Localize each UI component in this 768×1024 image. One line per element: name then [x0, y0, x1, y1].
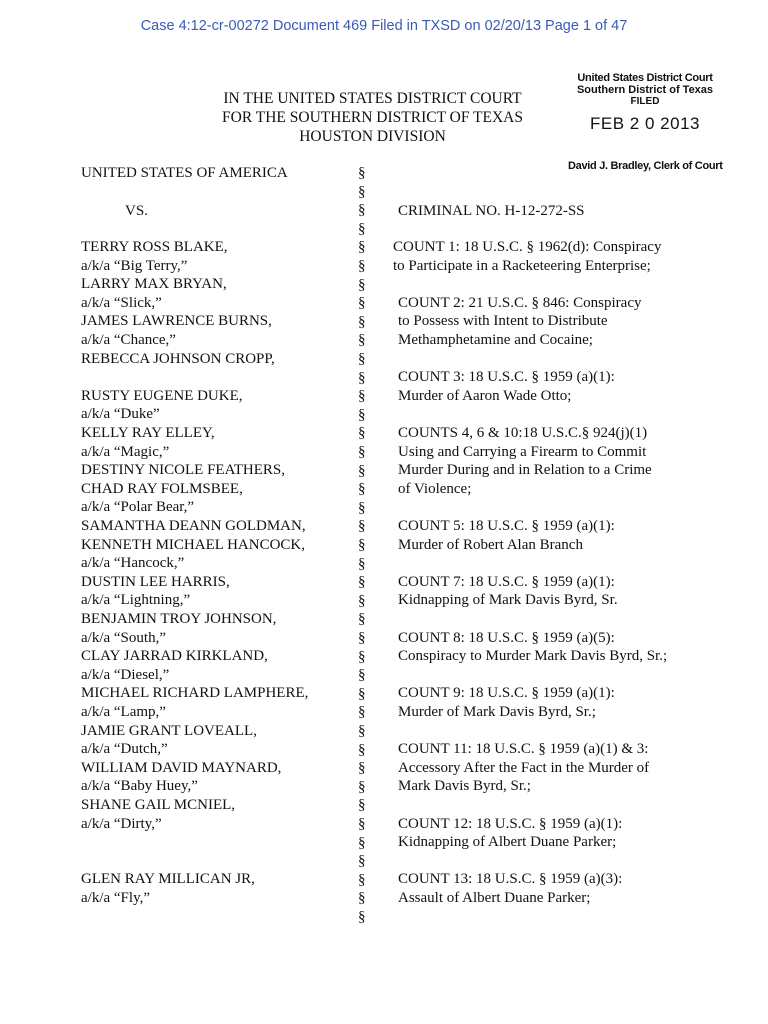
count-line: COUNT 12: 18 U.S.C. § 1959 (a)(1): — [398, 815, 623, 832]
count-line: Assault of Albert Duane Parker; — [398, 890, 591, 906]
filed-stamp — [575, 72, 715, 134]
defendant-line: CLAY JARRAD KIRKLAND, — [81, 648, 268, 665]
section-symbol: § — [358, 611, 366, 628]
stamp-district-line: Southern District of Texas — [576, 84, 714, 96]
defendant-line: WILLIAM DAVID MAYNARD, — [81, 759, 282, 776]
court-heading — [200, 89, 545, 146]
count-line: to Participate in a Racketeering Enterprise; — [393, 257, 651, 274]
section-symbol: § — [358, 239, 366, 256]
count-line: Using and Carrying a Firearm to Commit — [398, 443, 647, 460]
defendant-line: REBECCA JOHNSON CROPP, — [81, 350, 275, 367]
section-symbol: § — [358, 723, 366, 739]
defendant-line: LARRY MAX BRYAN, — [81, 276, 227, 293]
section-symbol: § — [358, 220, 366, 237]
section-symbol: § — [358, 351, 366, 367]
defendant-line: DESTINY NICOLE FEATHERS, — [81, 462, 286, 479]
section-symbol: § — [358, 778, 366, 795]
count-line: of Violence; — [398, 480, 472, 497]
section-symbol: § — [358, 183, 366, 200]
stamp-date: FEB 2 0 2013 — [590, 114, 700, 133]
count-line: Conspiracy to Murder Mark Davis Byrd, Sr.; — [398, 648, 668, 665]
section-symbol: § — [358, 853, 366, 870]
count-line: COUNT 3: 18 U.S.C. § 1959 (a)(1): — [398, 369, 615, 386]
defendant-line: BENJAMIN TROY JOHNSON, — [81, 611, 277, 627]
section-symbol: § — [358, 704, 366, 721]
count-line: Accessory After the Fact in the Murder of — [398, 759, 650, 776]
section-symbol: § — [358, 425, 366, 442]
section-symbol: § — [358, 871, 366, 888]
stamp-clerk: David J. Bradley, Clerk of Court — [568, 160, 723, 172]
count-line: COUNTS 4, 6 & 10:18 U.S.C.§ 924(j)(1) — [398, 425, 648, 441]
section-symbol: § — [358, 685, 366, 702]
defendant-line: CHAD RAY FOLMSBEE, — [81, 480, 243, 497]
defendant-line: MICHAEL RICHARD LAMPHERE, — [81, 685, 309, 702]
defendant-line: TERRY ROSS BLAKE, — [81, 239, 228, 255]
count-line: COUNT 11: 18 U.S.C. § 1959 (a)(1) & 3: — [398, 741, 649, 758]
section-symbol: § — [358, 741, 366, 758]
section-symbol: § — [358, 444, 366, 460]
section-symbol: § — [358, 313, 366, 330]
defendant-line: a/k/a “Duke” — [81, 406, 160, 423]
count-line: Murder of Mark Davis Byrd, Sr.; — [398, 704, 596, 720]
defendant-line: a/k/a “Baby Huey,” — [81, 778, 198, 795]
defendant-line: KENNETH MICHAEL HANCOCK, — [81, 536, 306, 553]
count-line: Murder of Robert Alan Branch — [398, 536, 583, 553]
defendant-line: a/k/a “Lamp,” — [81, 704, 166, 720]
section-symbol: § — [358, 816, 366, 832]
count-line: COUNT 8: 18 U.S.C. § 1959 (a)(5): — [398, 629, 615, 646]
defendant-line: a/k/a “Polar Bear,” — [81, 499, 195, 516]
count-line: COUNT 7: 18 U.S.C. § 1959 (a)(1): — [398, 573, 615, 590]
defendant-line: GLEN RAY MILLICAN JR, — [81, 871, 255, 888]
court-line-1: IN THE UNITED STATES DISTRICT COURT — [223, 90, 522, 107]
section-symbol: § — [358, 592, 366, 609]
section-symbol: § — [358, 630, 366, 646]
count-line: COUNT 13: 18 U.S.C. § 1959 (a)(3): — [398, 871, 623, 888]
court-line-3: HOUSTON DIVISION — [299, 128, 446, 145]
criminal-number: CRIMINAL NO. H-12-272-SS — [398, 203, 585, 219]
court-line-2: FOR THE SOUTHERN DISTRICT OF TEXAS — [222, 109, 523, 126]
section-symbol: § — [358, 667, 366, 684]
section-symbol: § — [358, 258, 366, 274]
filing-header: Case 4:12-cr-00272 Document 469 Filed in TXSD on 02/20/13 Page 1 of 47 — [140, 18, 628, 34]
defendant-line: DUSTIN LEE HARRIS, — [81, 573, 230, 590]
section-symbol: § — [358, 388, 366, 405]
defendant-line: a/k/a “Dirty,” — [81, 815, 162, 832]
section-symbol: § — [358, 574, 366, 591]
section-symbol: § — [358, 499, 366, 516]
count-line: COUNT 2: 21 U.S.C. § 846: Conspiracy — [398, 294, 642, 311]
defendant-line: JAMES LAWRENCE BURNS, — [81, 313, 272, 330]
defendant-line: RUSTY EUGENE DUKE, — [81, 387, 243, 404]
defendant-line: a/k/a “Big Terry,” — [81, 257, 188, 274]
section-symbol: § — [358, 909, 366, 925]
section-symbol: § — [358, 648, 366, 665]
section-symbol: § — [358, 890, 366, 907]
count-line: Murder During and in Relation to a Crime — [398, 462, 652, 479]
section-symbol: § — [358, 165, 366, 181]
count-line: Mark Davis Byrd, Sr.; — [398, 778, 531, 795]
defendant-line: JAMIE GRANT LOVEALL, — [81, 722, 257, 739]
versus-label: VS. — [125, 203, 148, 219]
defendant-line: a/k/a “Slick,” — [81, 294, 162, 311]
count-line: Kidnapping of Albert Duane Parker; — [398, 834, 617, 851]
section-symbol: § — [358, 462, 366, 479]
section-symbol: § — [358, 537, 366, 553]
stamp-court-line: United States District Court — [577, 72, 713, 84]
count-line: COUNT 9: 18 U.S.C. § 1959 (a)(1): — [398, 685, 615, 702]
section-symbol: § — [358, 295, 366, 312]
defendant-line: a/k/a “South,” — [81, 629, 166, 646]
defendant-line: KELLY RAY ELLEY, — [81, 425, 215, 441]
count-line: COUNT 1: 18 U.S.C. § 1962(d): Conspiracy — [393, 239, 662, 255]
defendant-line: SHANE GAIL MCNIEL, — [81, 797, 236, 813]
count-line: Murder of Aaron Wade Otto; — [398, 387, 572, 404]
stamp-filed-label: FILED — [630, 96, 660, 107]
defendant-line: SAMANTHA DEANN GOLDMAN, — [81, 518, 306, 534]
section-symbol: § — [358, 202, 366, 219]
count-line: COUNT 5: 18 U.S.C. § 1959 (a)(1): — [398, 518, 615, 534]
count-line: Kidnapping of Mark Davis Byrd, Sr. — [398, 592, 618, 609]
section-symbol: § — [358, 369, 366, 386]
defendant-line: a/k/a “Diesel,” — [81, 666, 170, 683]
defendant-line: a/k/a “Dutch,” — [81, 741, 168, 758]
section-symbol: § — [358, 834, 366, 851]
section-symbol: § — [358, 518, 366, 535]
defendant-line: a/k/a “Magic,” — [81, 443, 170, 460]
section-symbol: § — [358, 555, 366, 572]
count-line: to Possess with Intent to Distribute — [398, 313, 608, 330]
count-line: Methamphetamine and Cocaine; — [398, 332, 593, 348]
defendant-line: a/k/a “Chance,” — [81, 332, 176, 348]
section-symbol: § — [358, 760, 366, 777]
plaintiff-name: UNITED STATES OF AMERICA — [81, 165, 288, 181]
defendant-line: a/k/a “Hancock,” — [81, 555, 185, 572]
defendant-line: a/k/a “Lightning,” — [81, 592, 191, 609]
section-symbol: § — [358, 332, 366, 349]
defendant-line: a/k/a “Fly,” — [81, 890, 151, 906]
section-symbol: § — [358, 481, 366, 498]
section-symbol: § — [358, 406, 366, 423]
section-symbol: § — [358, 276, 366, 293]
section-symbol: § — [358, 797, 366, 814]
